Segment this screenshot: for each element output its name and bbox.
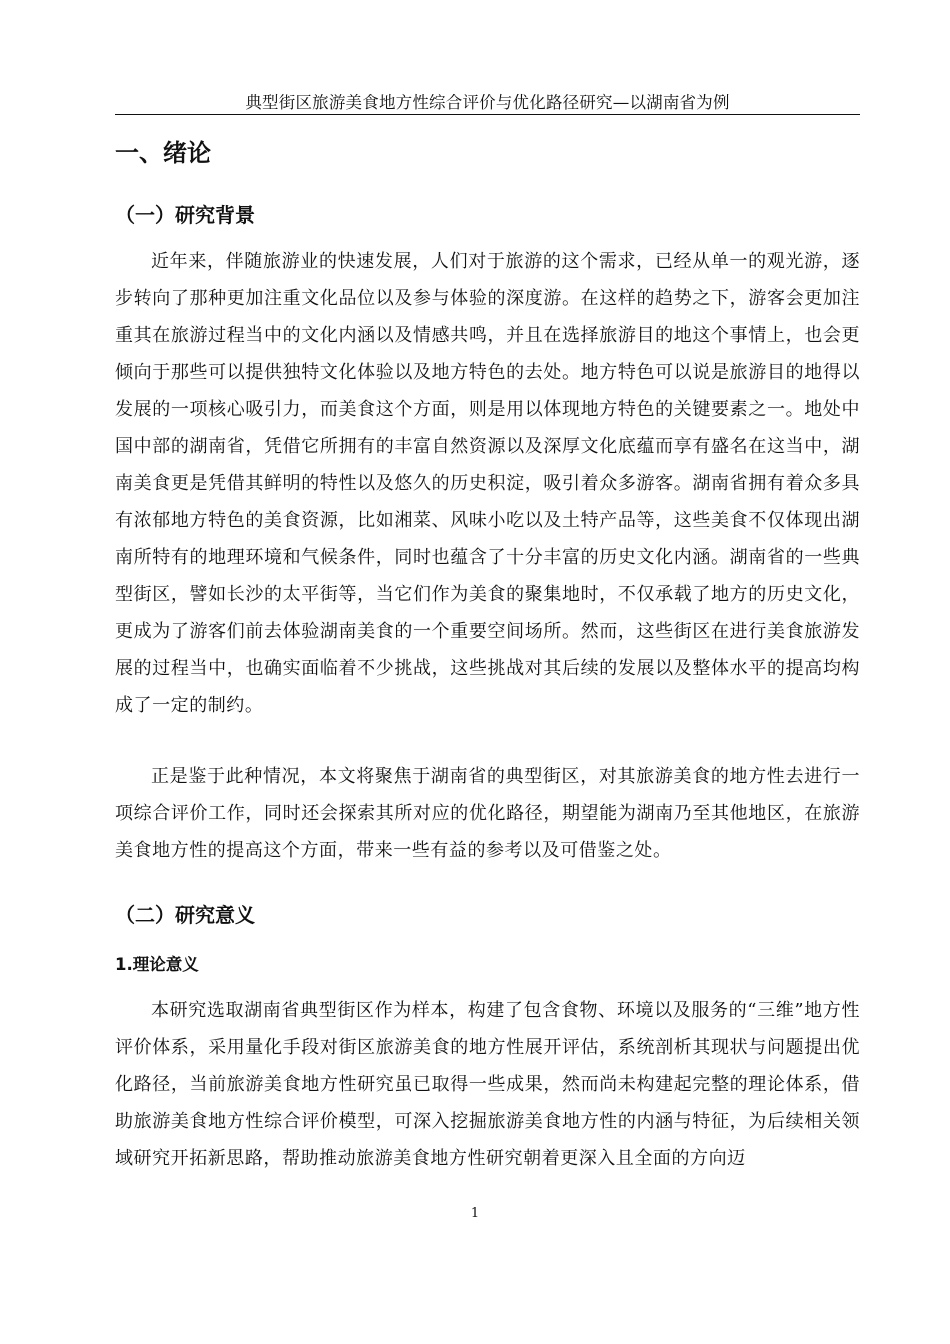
paragraph-background-1: 近年来，伴随旅游业的快速发展，人们对于旅游的这个需求，已经从单一的观光游，逐步转向了那种更加注重文化品位以及参与体验的深度游。在这样的趋势之下，游客会更加注重其在旅游过程当中的文化内涵以及情感共鸣，并且在选择旅游目的地这个事情上，也会更倾向于那些可以提供独特文化体验以及地方特色的去处。地方特色可以说是旅游目的地得以发展的一项核心吸引力，而美食这个方面，则是用以体现地方特色的关键要素之一。地处中国中部的湖南省，凭借它所拥有的丰富自然资源以及深厚文化底蕴而享有盛名在这当中，湖南美食更是凭借其鲜明的特性以及悠久的历史积淀，吸引着众多游客。湖南省拥有着众多具有浓郁地方特色的美食资源，比如湘菜、风味小吃以及土特产品等，这些美食不仅体现出湖南所特有的地理环境和气候条件，同时也蕴含了十分丰富的历史文化内涵。湖南省的一些典型街区，譬如长沙的太平街等，当它们作为美食的聚集地时，不仅承载了地方的历史文化，更成为了游客们前去体验湖南美食的一个重要空间场所。然而，这些街区在进行美食旅游发展的过程当中，也确实面临着不少挑战，这些挑战对其后续的发展以及整体水平的提高均构成了一定的制约。 (115, 251, 860, 716)
subsection-title-theory: 1.理论意义 (115, 955, 199, 974)
header-rule (115, 114, 860, 115)
chapter-title: 一、绪论 (115, 139, 211, 167)
paragraph-theory-1: 本研究选取湖南省典型街区作为样本，构建了包含食物、环境以及服务的“三维”地方性评价体系，采用量化手段对街区旅游美食的地方性展开评估，系统剖析其现状与问题提出优化路径，当前旅游美食地方性研究虽已取得一些成果，然而尚未构建起完整的理论体系，借助旅游美食地方性综合评价模型，可深入挖掘旅游美食地方性的内涵与特征，为后续相关领域研究开拓新思路，帮助推动旅游美食地方性研究朝着更深入且全面的方向迈 (115, 1000, 860, 1169)
section-title-background: （一）研究背景 (115, 203, 255, 227)
paragraph-background-2: 正是鉴于此种情况，本文将聚焦于湖南省的典型街区，对其旅游美食的地方性去进行一项综合评价工作，同时还会探索其所对应的优化路径，期望能为湖南乃至其他地区，在旅游美食地方性的提高这个方面，带来一些有益的参考以及可借鉴之处。 (115, 766, 860, 861)
page-number: 1 (470, 1206, 480, 1221)
running-header: 典型街区旅游美食地方性综合评价与优化路径研究—以湖南省为例 (245, 93, 730, 112)
section-title-significance: （二）研究意义 (115, 903, 255, 927)
